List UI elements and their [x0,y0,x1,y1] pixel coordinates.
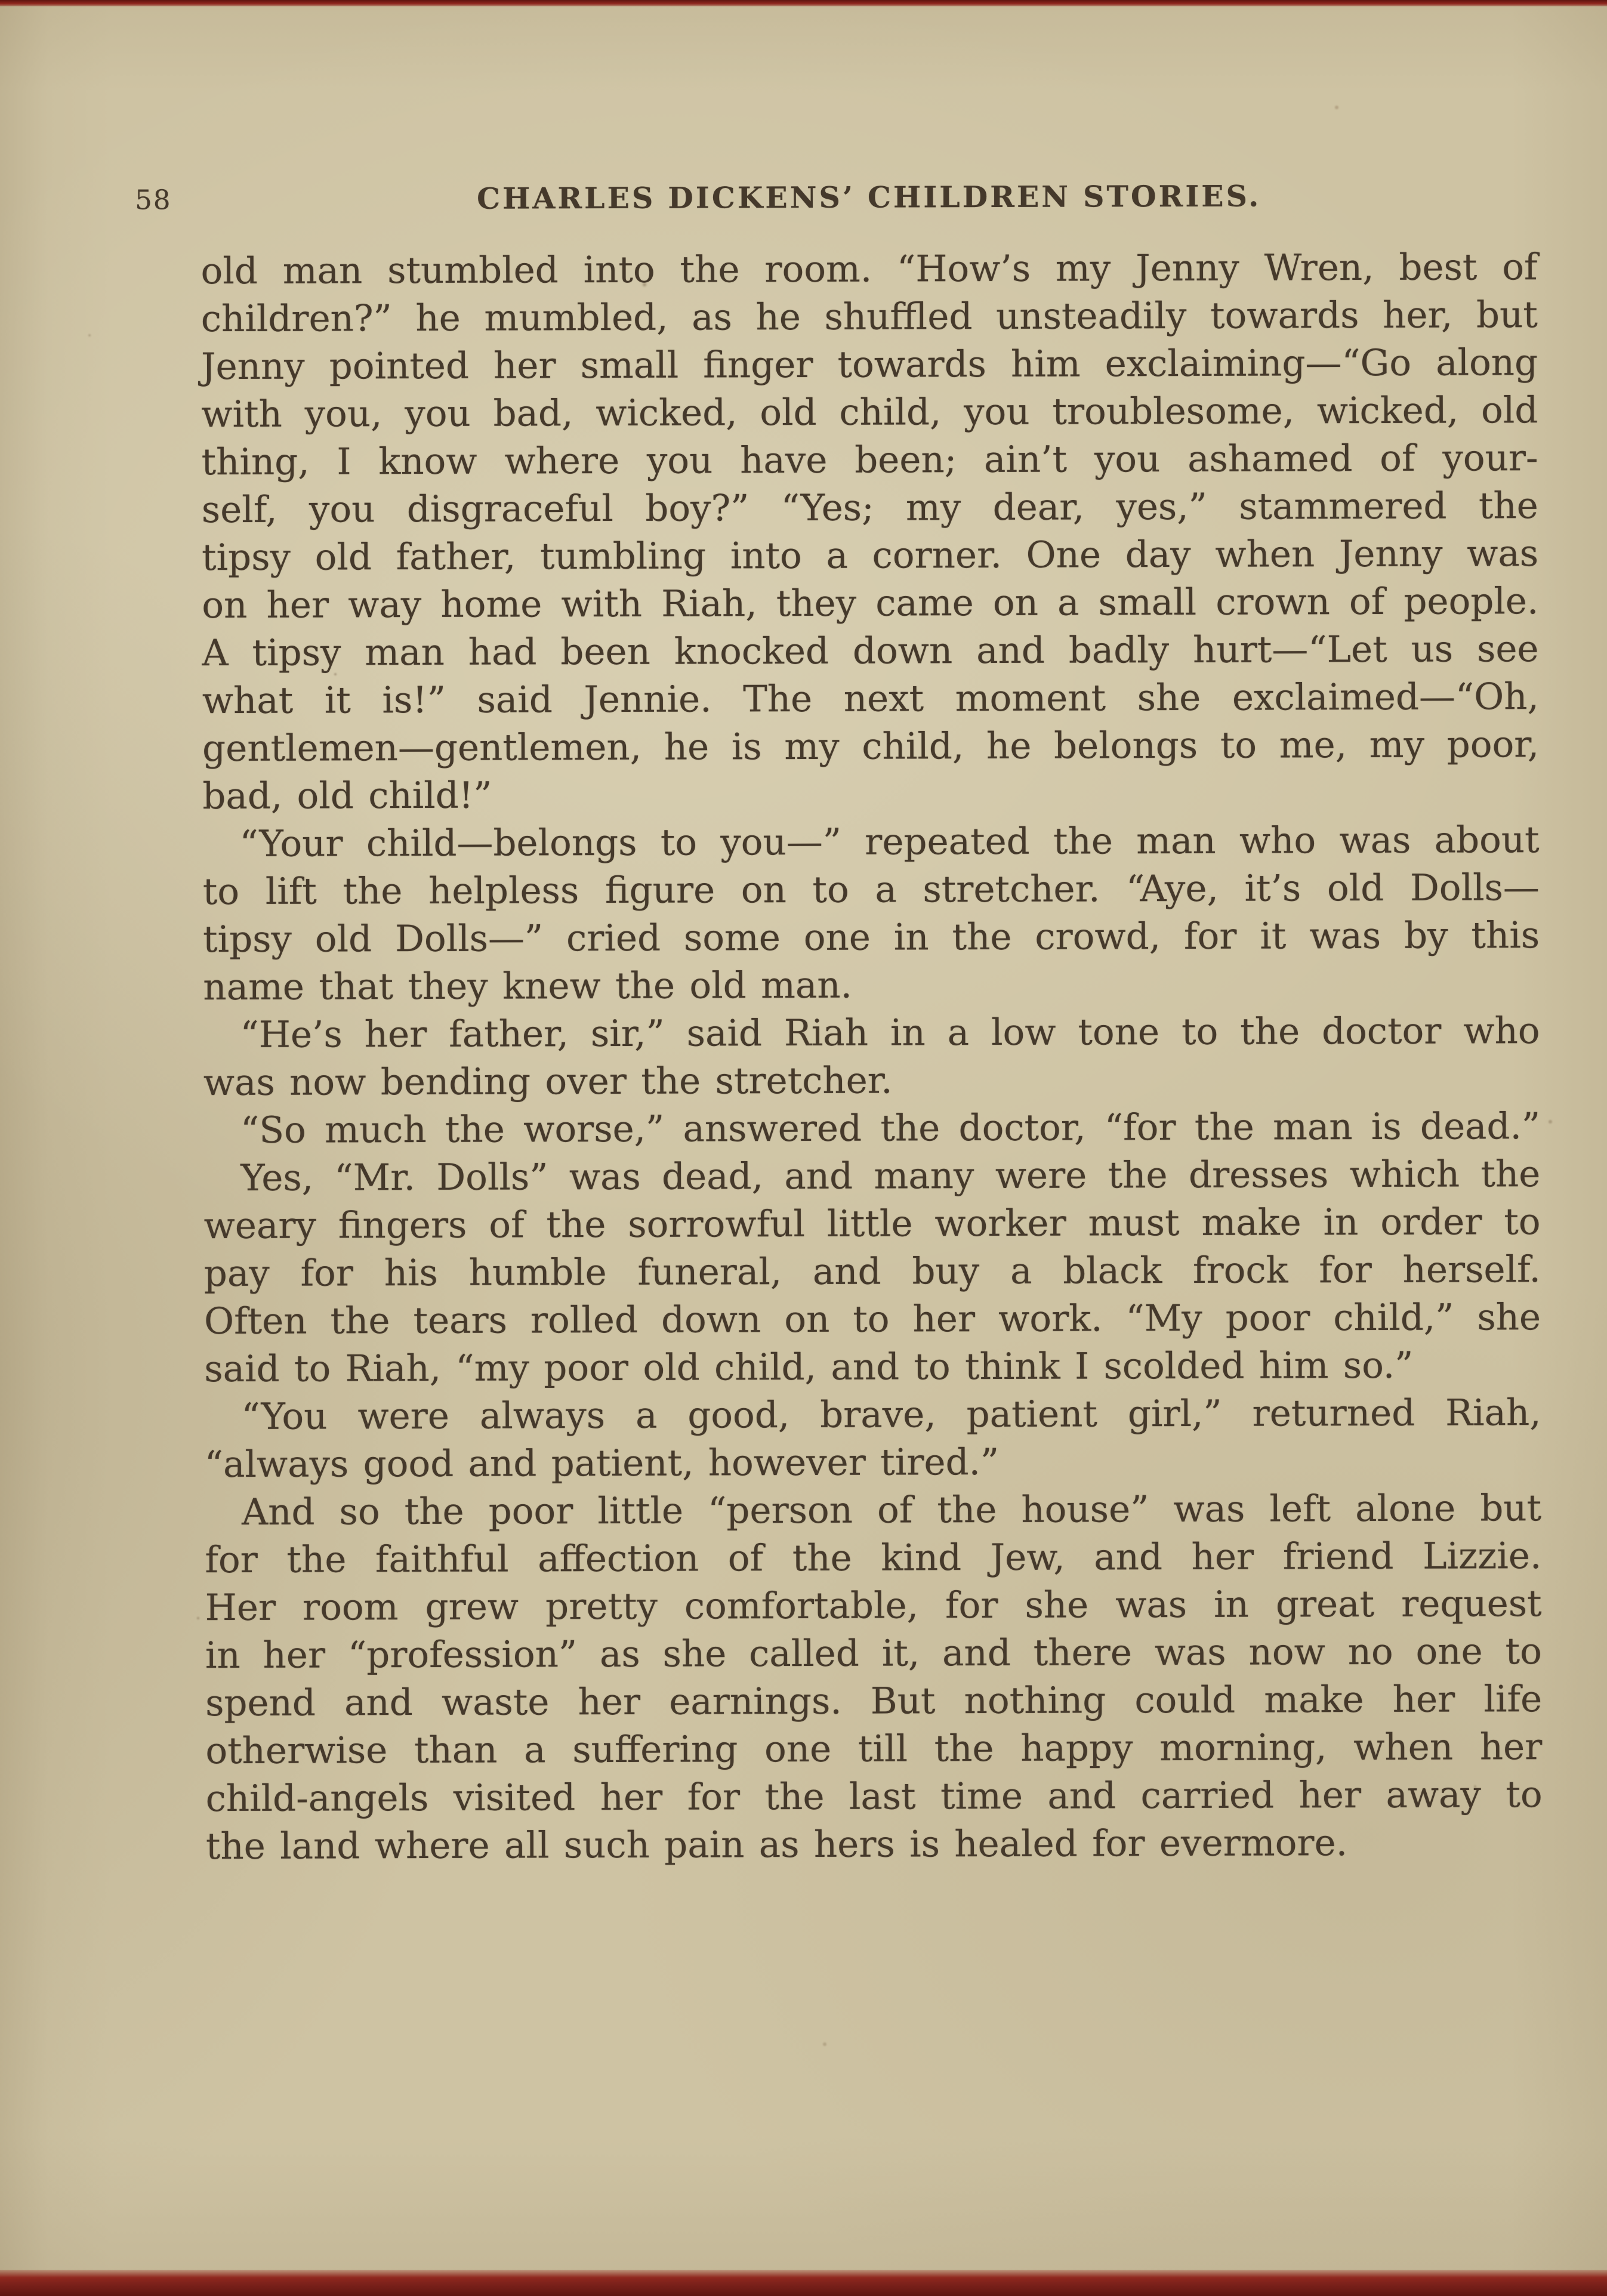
text-line: “You were always a good, brave, patient girl,” returned Riah, [241,1391,1541,1438]
paragraph [205,1485,1543,1871]
text-line: what it is!” said Jennie. The next moment she exclaimed—“Oh, [202,675,1539,723]
text-line: to lift the helpless figure on to a stretcher. “Aye, it’s old Dolls— [202,866,1540,914]
text-line: Yes, “Mr. Dolls” was dead, and many were the dresses which the [240,1153,1541,1199]
text-line: child-angels visited her for the last time and carried her away to [205,1773,1543,1820]
text-line: for the faithful affection of the kind Jew, and her friend Lizzie. [205,1535,1542,1582]
text-line: in her “profession” as she called it, and there was now no one to [205,1630,1542,1677]
text-line: on her way home with Riah, they came on a small crown of people. [202,580,1539,627]
paragraph [203,1007,1540,1107]
text-line: “Your child—belongs to you—” repeated the man who was about [239,819,1540,865]
text-line: said to Riah, “my poor old child, and to think I scolded him so.” [204,1344,1414,1391]
text-line: name that they knew the old man. [203,964,853,1009]
text-line: was now bending over the stretcher. [203,1059,893,1104]
body-text-block [201,243,1543,1871]
text-line: weary fingers of the sorrowful little worker must make in order to [203,1201,1541,1248]
text-line: Often the tears rolled down on to her work. “My poor child,” she [204,1296,1541,1343]
text-line: with you, you bad, wicked, old child, you troublesome, wicked, old [201,389,1538,436]
running-header: CHARLES DICKENS’ CHILDREN STORIES. [476,178,1261,216]
text-line: Jenny pointed her small finger towards him exclaiming—“Go along [201,341,1538,388]
paragraph [203,1103,1540,1155]
text-line: “He’s her father, sir,” said Riah in a low tone to the doctor who [240,1010,1540,1056]
text-line: “always good and patient, however tired.” [204,1440,1000,1486]
text-line: bad, old child!” [202,774,492,818]
book-cover-edge-bottom [0,2270,1607,2296]
text-line: “So much the worse,” answered the doctor, “for the man is dead.” [240,1105,1541,1152]
page-number: 58 [135,184,172,216]
text-line: Her room grew pretty comfortable, for she was in great request [205,1582,1542,1630]
text-line: otherwise than a suffering one till the happy morning, when her [205,1726,1543,1773]
text-line: And so the poor little “person of the house” was left alone but [242,1487,1542,1533]
text-line: gentlemen—gentlemen, he is my child, he belongs to me, my poor, [202,723,1540,770]
text-line: tipsy old Dolls—” cried some one in the crowd, for it was by this [202,914,1540,961]
text-line: spend and waste her earnings. But nothing could make her life [205,1678,1543,1725]
paragraph [202,816,1540,1011]
text-line: thing, I know where you have been; ain’t you ashamed of your- [201,437,1538,484]
text-line: pay for his humble funeral, and buy a black frock for herself. [203,1248,1541,1295]
text-line: children?” he mumbled, as he shuffled unsteadily towards her, but [201,294,1538,341]
paragraph [204,1389,1541,1489]
paragraph [203,1150,1541,1393]
text-line: the land where all such pain as hers is healed for evermore. [205,1822,1348,1868]
text-line: self, you disgraceful boy?” “Yes; my dear, yes,” stammered the [201,484,1538,532]
text-line: tipsy old father, tumbling into a corner. One day when Jenny was [201,532,1539,579]
text-line: old man stumbled into the room. “How’s my Jenny Wren, best of [201,246,1538,293]
text-line: A tipsy man had been knocked down and badly hurt—“Let us see [202,628,1539,675]
paragraph [201,243,1539,820]
book-cover-edge-top [0,0,1607,7]
